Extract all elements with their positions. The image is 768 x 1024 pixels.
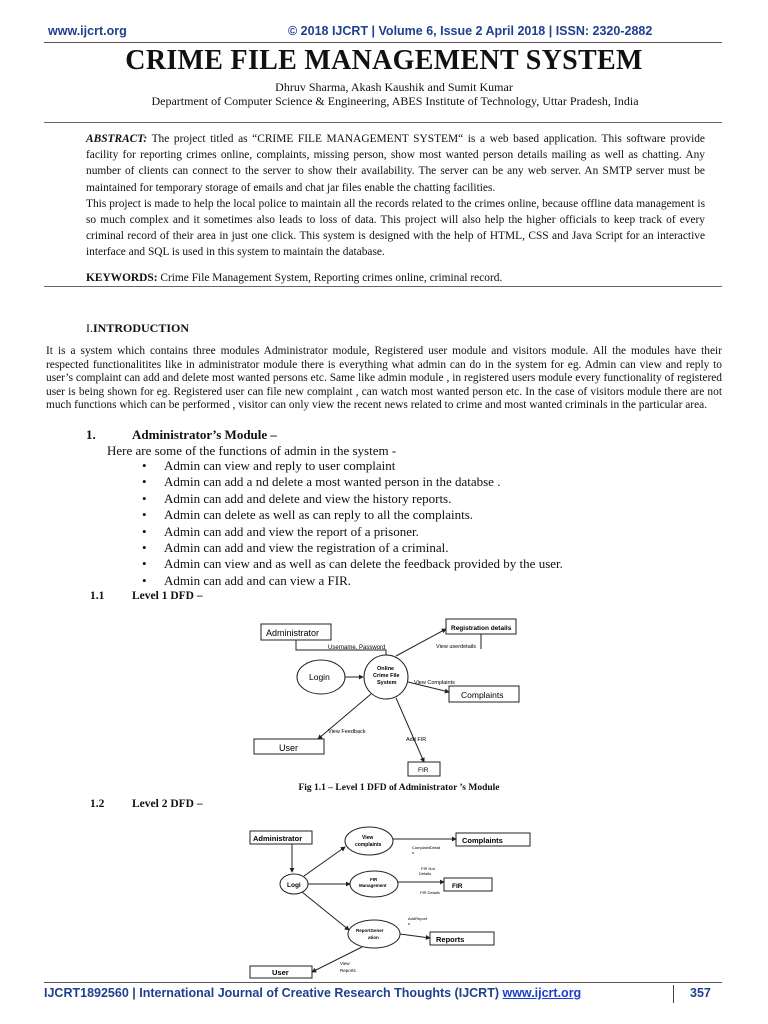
list-item: • Admin can view and as well as can delete the feedback provided by the user.	[140, 556, 563, 572]
keywords-label: KEYWORDS:	[86, 272, 158, 284]
list-item: • Admin can add a nd delete a most wanted person in the databse .	[140, 474, 563, 490]
dfd2-reports-label: Reports	[436, 935, 465, 944]
level1-dfd-diagram	[246, 614, 524, 784]
dfd2-complaint-details-s: s	[412, 850, 414, 855]
dfd1-center-line2: Crime File	[373, 673, 400, 679]
dfd2-complaints-label: Complaints	[462, 836, 503, 845]
dfd1-administrator-label: Administrator	[266, 628, 320, 638]
abstract-paragraph-1	[86, 131, 705, 196]
subsection-number: 1.2	[90, 798, 105, 810]
admin-module-number: 1.	[86, 427, 96, 442]
footer-divider	[44, 982, 722, 983]
dfd2-add-report-1: AddReport	[408, 916, 428, 921]
dfd1-user-label: User	[279, 743, 299, 753]
dfd2-report-2: ation	[368, 935, 379, 940]
section-title: INTRODUCTION	[93, 321, 190, 335]
page-number: 357	[690, 986, 711, 1000]
footer-separator	[673, 985, 674, 1003]
admin-module-heading	[86, 427, 277, 443]
journal-website[interactable]: www.ijcrt.org	[48, 24, 127, 38]
admin-module-title: Administrator’s Module –	[132, 427, 277, 442]
abstract	[86, 131, 705, 261]
footer-link[interactable]: www.ijcrt.org	[502, 986, 582, 1000]
paper-title: CRIME FILE MANAGEMENT SYSTEM	[125, 45, 643, 76]
paper-authors: Dhruv Sharma, Akash Kaushik and Sumit Kumar	[275, 80, 513, 94]
subsection-heading-level1	[90, 590, 203, 602]
dfd2-report-generation-process	[348, 920, 400, 948]
abstract-text-1: The project titled as “CRIME FILE MANAGEMENT SYSTEM“ is a web based application. This software provide facility for reporting crimes online, complaints, missing person, show most wanted person details mailing as well as chatting. Any number of clients can connect to the server to show their availability. The server can be any web server. An SMTP server must be maintained for temporary storage of emails and chat jar files enable the chatting facilities.	[86, 133, 705, 194]
dfd2-view-reports-2: Reports	[340, 968, 356, 973]
dfd2-fir-mgmt-1: FIR	[370, 877, 378, 882]
admin-module-intro: Here are some of the functions of admin in the system -	[107, 443, 397, 458]
dfd1-add-fir: Add FIR	[406, 737, 427, 743]
keywords	[86, 272, 706, 284]
author-affiliation: Department of Computer Science & Engineering, ABES Institute of Technology, Uttar Pradesh, India	[151, 94, 639, 108]
keywords-text: Crime File Management System, Reporting crimes online, criminal record.	[160, 272, 503, 284]
dfd1-view-user-details: View userdetails	[436, 644, 476, 650]
dfd2-fir-details: FIR Details	[420, 890, 440, 895]
level2-dfd-diagram	[244, 822, 536, 980]
list-item: • Admin can view and reply to user complaint	[140, 458, 563, 474]
footer-citation	[44, 986, 581, 1000]
list-item: • Admin can add and view the registration of a criminal.	[140, 540, 563, 556]
dfd2-add-report-2: s	[408, 921, 410, 926]
dfd2-report-1: ReportGener	[356, 928, 384, 933]
list-item: • Admin can add and delete and view the history reports.	[140, 491, 563, 507]
dfd2-user-label: User	[272, 968, 289, 977]
dfd1-view-feedback: View Feedback	[328, 729, 366, 735]
dfd1-view-complaints: View Complaints	[414, 680, 455, 686]
abstract-paragraph-2: This project is made to help the local police to maintain all the records related to the crimes online, because offline data management is so much complex and it sometimes also leads to loss of data. This project will also help the higher officials to keep track of every criminal record of their area in just one click. This system is designed with the help of HTML, CSS and Java Script for an interactive interface and SQL is used in this system to maintain the database.	[86, 197, 705, 259]
list-item: • Admin can add and can view a FIR.	[140, 573, 563, 589]
list-item: • Admin can delete as well as can reply to all the complaints.	[140, 507, 563, 523]
subsection-title: Level 2 DFD –	[132, 798, 203, 810]
dfd1-username-password: Username, Password	[328, 645, 386, 651]
subsection-number: 1.1	[90, 590, 105, 602]
dfd1-complaints-label: Complaints	[461, 690, 504, 700]
subsection-title: Level 1 DFD –	[132, 590, 203, 602]
introduction-body: It is a system which contains three modules Administrator module, Registered user module and visitors module. All the modules have their respected functionalitites like in administrator module there is everything what admin can do in the system for eg. Admin can view and reply to user’s complaint can add and delete most wanted persons etc. Same like admin module , in registered users module every functionality of registered user is being shown for eg. Registered user can file new complaint , can watch most wanted person etc. In the case of visitors module there are not much functions which can be performed , visitor can only view the recent news related to crime and most wanted criminals in the particular area.	[46, 345, 722, 412]
section-heading-introduction	[86, 321, 189, 336]
dfd2-complaint-details: ComplaintDetail	[412, 845, 441, 850]
abstract-label: ABSTRACT:	[86, 133, 148, 145]
dfd2-view-complaints-process	[345, 827, 393, 855]
header-divider	[44, 42, 722, 43]
admin-functions-list	[140, 458, 563, 589]
dfd1-registration-label: Registration details	[451, 625, 512, 632]
list-item: • Admin can add and view the report of a prisoner.	[140, 524, 563, 540]
figure-caption: Fig 1.1 – Level 1 DFD of Administrator ’s Module	[298, 783, 500, 793]
dfd2-view-reports-1: View	[340, 961, 350, 966]
dfd2-fir-mgmt-2: Management	[359, 883, 387, 888]
dfd1-center-line1: Online	[377, 666, 395, 672]
dfd2-login-label: Logi	[287, 882, 301, 889]
dfd2-view-complaints-1: View	[362, 835, 374, 841]
subsection-heading-level2	[90, 798, 203, 810]
dfd1-login-label: Login	[309, 672, 330, 682]
dfd2-administrator-label: Administrator	[253, 834, 303, 843]
dfd2-fir-not-details-2: Details	[419, 871, 432, 876]
dfd1-fir-label: FIR	[418, 767, 429, 774]
dfd1-center-line3: System	[377, 680, 397, 686]
dfd2-fir-not-details-1: FIR Not	[421, 866, 435, 871]
section-number: I.	[86, 321, 93, 335]
journal-citation: © 2018 IJCRT | Volume 6, Issue 2 April 2018 | ISSN: 2320-2882	[288, 24, 653, 38]
footer-journal: IJCRT1892560 | International Journal of Creative Research Thoughts (IJCRT)	[44, 986, 499, 1000]
dfd2-view-complaints-2: complaints	[355, 842, 382, 848]
dfd2-fir-label: FIR	[452, 883, 463, 890]
